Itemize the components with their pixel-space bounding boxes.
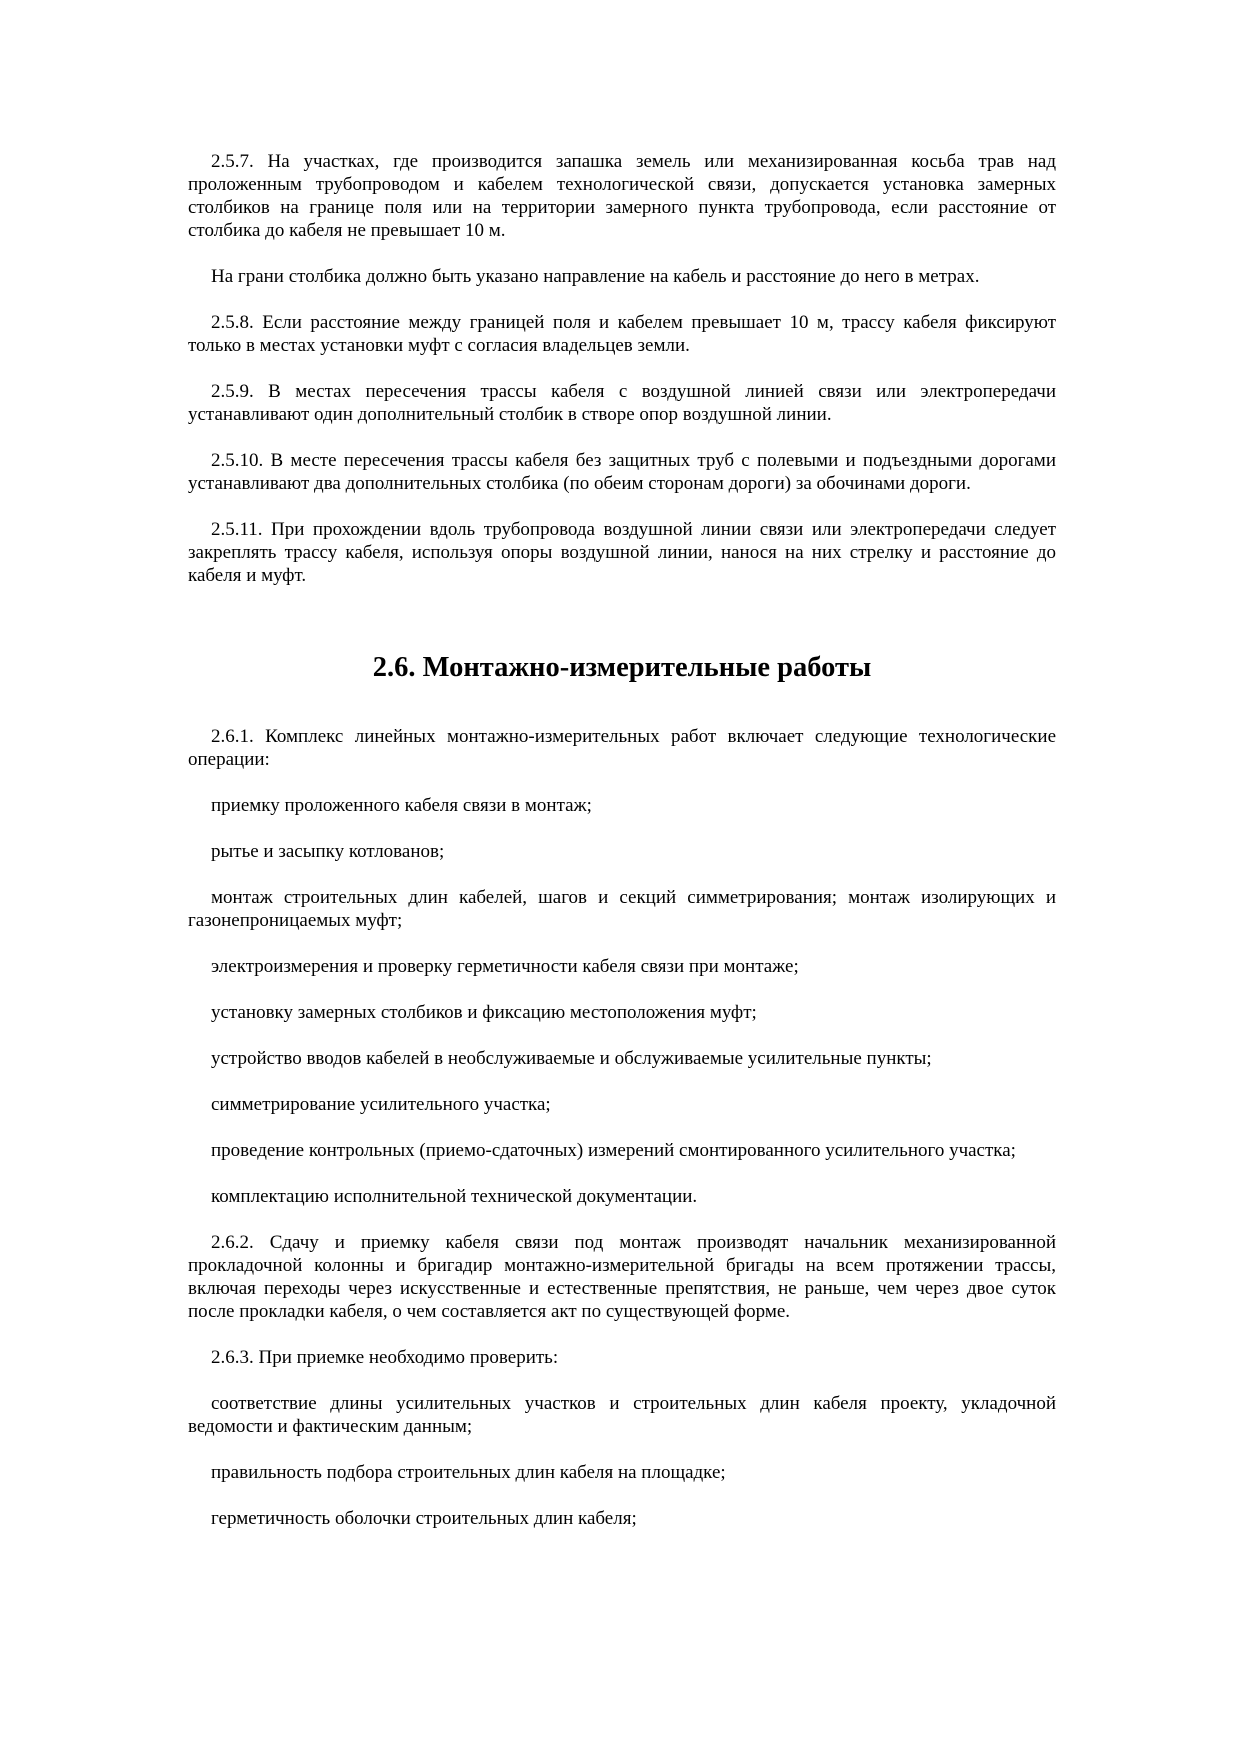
- paragraph-2-5-7: 2.5.7. На участках, где производится запашка земель или механизированная косьба трав над проложенным трубопроводом и кабелем технологической связи, допускается установка замерных столбиков на границе поля или на территории замерного пункта трубопровода, если расстояние от столбика до кабеля не превышает 10 м.: [188, 151, 1056, 241]
- list-item: устройство вводов кабелей в необслуживаемые и обслуживаемые усилительные пункты;: [211, 1048, 932, 1069]
- list-item: электроизмерения и проверку герметичности кабеля связи при монтаже;: [211, 956, 799, 977]
- paragraph-2-5-8: 2.5.8. Если расстояние между границей поля и кабелем превышает 10 м, трассу кабеля фиксируют только в местах установки муфт с согласия владельцев земли.: [188, 312, 1056, 356]
- list-item: монтаж строительных длин кабелей, шагов и секций симметрирования; монтаж изолирующих и газонепроницаемых муфт;: [188, 887, 1056, 931]
- paragraph-2-6-2: 2.6.2. Сдачу и приемку кабеля связи под монтаж производят начальник механизированной прокладочной колонны и бригадир монтажно-измерительной бригады на всем протяжении трассы, включая переходы через искусственные и естественные препятствия, не раньше, чем через двое суток после прокладки кабеля, о чем составляется акт по существующей форме.: [188, 1232, 1056, 1322]
- list-item: установку замерных столбиков и фиксацию местоположения муфт;: [211, 1002, 757, 1023]
- list-item: рытье и засыпку котлованов;: [211, 841, 445, 862]
- paragraph-2-6-1: 2.6.1. Комплекс линейных монтажно-измерительных работ включает следующие технологические операции:: [188, 726, 1056, 770]
- paragraph-2-5-9: 2.5.9. В местах пересечения трассы кабеля с воздушной линией связи или электропередачи устанавливают один дополнительный столбик в створе опор воздушной линии.: [188, 381, 1056, 425]
- paragraph-2-6-3: 2.6.3. При приемке необходимо проверить:: [211, 1347, 559, 1368]
- paragraph-2-5-11: 2.5.11. При прохождении вдоль трубопровода воздушной линии связи или электропередачи следует закреплять трассу кабеля, используя опоры воздушной линии, нанося на них стрелку и расстояние до кабеля и муфт.: [188, 519, 1056, 586]
- list-item: проведение контрольных (приемо-сдаточных) измерений смонтированного усилительного участка;: [211, 1140, 1016, 1161]
- list-item: комплектацию исполнительной технической документации.: [211, 1186, 698, 1207]
- document-page: [188, 150, 1056, 1553]
- list-item: приемку проложенного кабеля связи в монтаж;: [211, 795, 592, 816]
- list-item: соответствие длины усилительных участков и строительных длин кабеля проекту, укладочной ведомости и фактическим данным;: [188, 1393, 1056, 1437]
- paragraph-2-5-10: 2.5.10. В месте пересечения трассы кабеля без защитных труб с полевыми и подъездными дорогами устанавливают два дополнительных столбика (по обеим сторонам дороги) за обочинами дороги.: [188, 450, 1056, 494]
- section-heading-2-6: 2.6. Монтажно-измерительные работы: [372, 652, 872, 683]
- paragraph-post-marking: На грани столбика должно быть указано направление на кабель и расстояние до него в метрах.: [211, 266, 980, 287]
- list-item: правильность подбора строительных длин кабеля на площадке;: [211, 1462, 726, 1483]
- list-item: герметичность оболочки строительных длин кабеля;: [211, 1508, 637, 1529]
- list-item: симметрирование усилительного участка;: [211, 1094, 551, 1115]
